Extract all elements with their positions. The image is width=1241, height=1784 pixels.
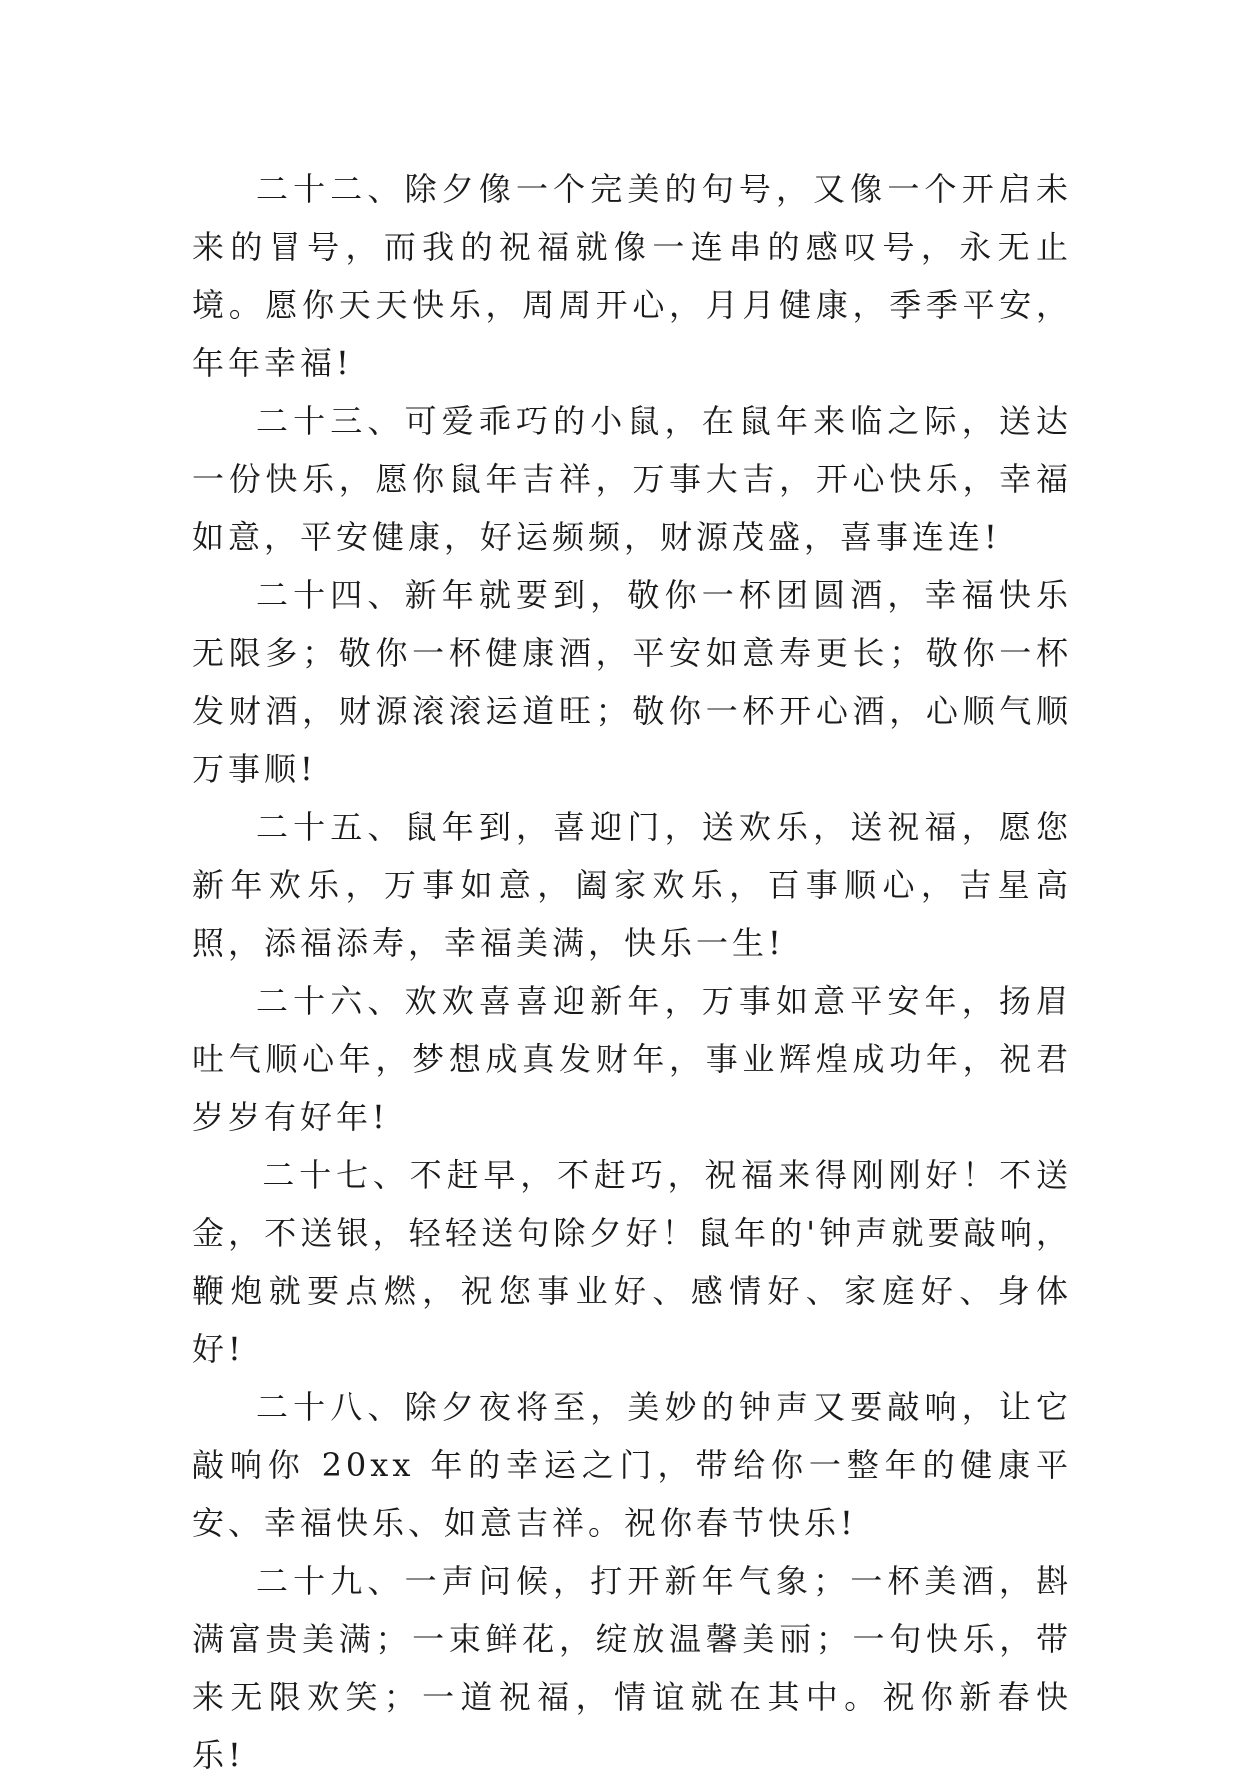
- paragraph-28: 二十八、除夕夜将至，美妙的钟声又要敲响，让它敲响你 20xx 年的幸运之门，带给你一整年的健康平安、幸福快乐、如意吉祥。祝你春节快乐!: [192, 1388, 1072, 1542]
- document-body: [192, 160, 1072, 1784]
- paragraph-26: 二十六、欢欢喜喜迎新年，万事如意平安年，扬眉吐气顺心年，梦想成真发财年，事业辉煌成功年，祝君岁岁有好年!: [192, 982, 1072, 1136]
- paragraph-27: 二十七、不赶早，不赶巧，祝福来得刚刚好！不送金，不送银，轻轻送句除夕好！鼠年的'钟声就要敲响，鞭炮就要点燃，祝您事业好、感情好、家庭好、身体好!: [192, 1156, 1072, 1368]
- paragraph-29: 二十九、一声问候，打开新年气象；一杯美酒，斟满富贵美满；一束鲜花，绽放温馨美丽；一句快乐，带来无限欢笑；一道祝福，情谊就在其中。祝你新春快乐!: [192, 1562, 1072, 1774]
- paragraph-25: 二十五、鼠年到，喜迎门，送欢乐，送祝福，愿您新年欢乐，万事如意，阖家欢乐，百事顺心，吉星高照，添福添寿，幸福美满，快乐一生!: [192, 808, 1072, 962]
- paragraph-22: 二十二、除夕像一个完美的句号，又像一个开启未来的冒号，而我的祝福就像一连串的感叹号，永无止境。愿你天天快乐，周周开心，月月健康，季季平安，年年幸福!: [192, 170, 1072, 382]
- paragraph-23: 二十三、可爱乖巧的小鼠，在鼠年来临之际，送达一份快乐，愿你鼠年吉祥，万事大吉，开心快乐，幸福如意，平安健康，好运频频，财源茂盛，喜事连连!: [192, 402, 1072, 556]
- paragraph-24: 二十四、新年就要到，敬你一杯团圆酒，幸福快乐无限多；敬你一杯健康酒，平安如意寿更长；敬你一杯发财酒，财源滚滚运道旺；敬你一杯开心酒，心顺气顺万事顺!: [192, 576, 1072, 788]
